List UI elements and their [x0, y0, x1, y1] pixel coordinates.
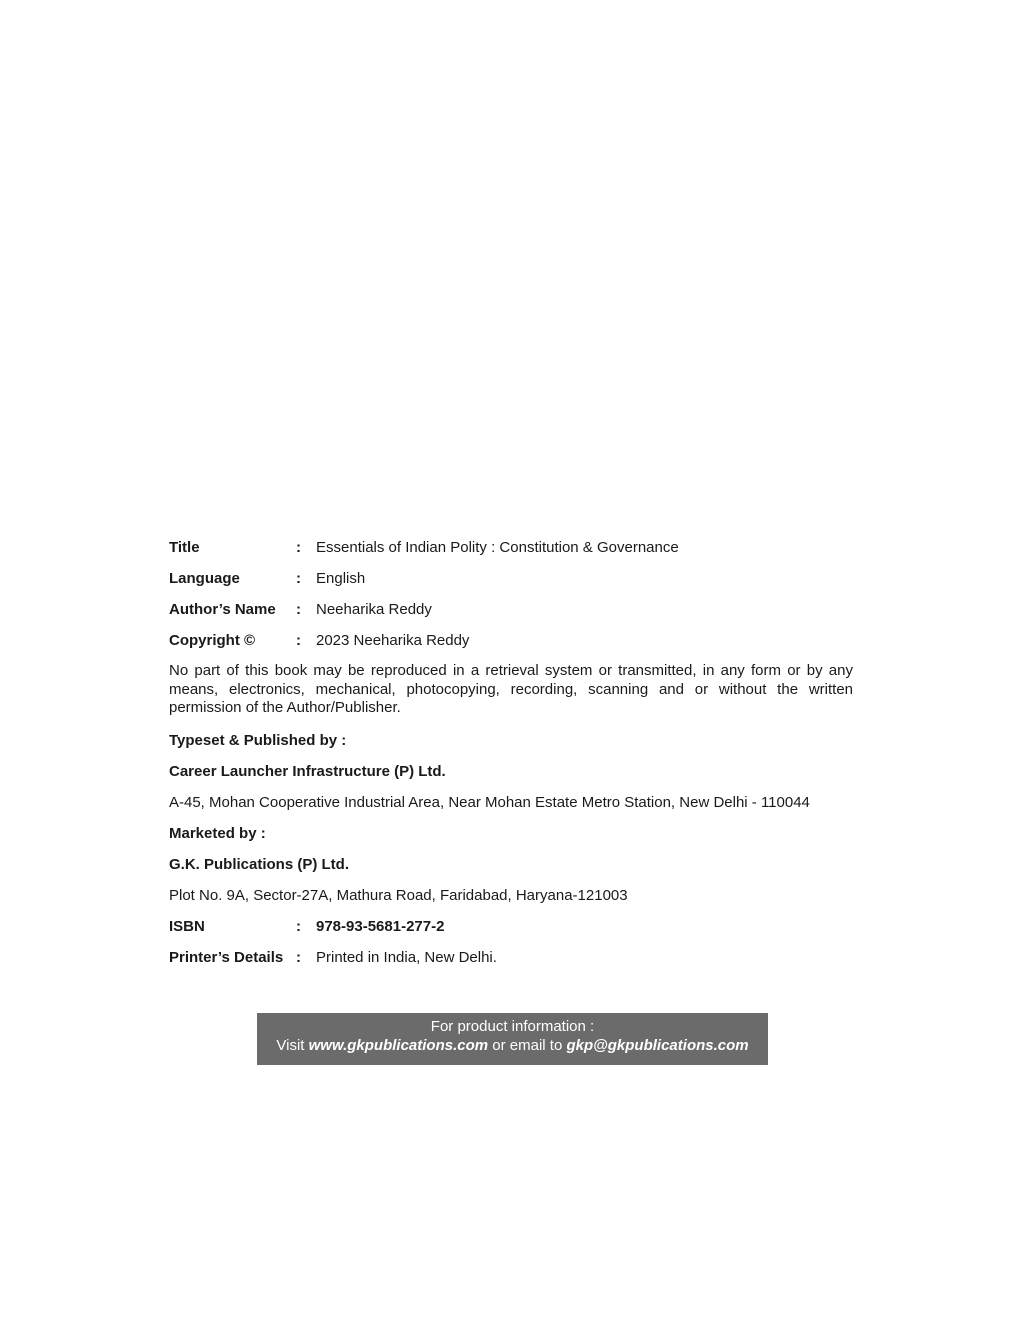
detail-label: Language: [169, 570, 240, 587]
rights-notice: No part of this book may be reproduced in a retrieval system or transmitted, in any form or by any means, electronics, mechanical, photocopying, recording, scanning and or without the written permission of the Author/Publisher.: [169, 662, 853, 716]
marketer-name: G.K. Publications (P) Ltd.: [169, 855, 349, 873]
detail-row-printer: [169, 948, 853, 967]
publisher-heading: Typeset & Published by :: [169, 731, 347, 749]
detail-row-author: [169, 600, 853, 619]
detail-label: Printer’s Details: [169, 948, 284, 966]
detail-value: 2023 Neeharika Reddy: [316, 632, 470, 649]
detail-label: Author’s Name: [169, 601, 276, 618]
detail-row-copyright: [169, 631, 853, 650]
visit-label: Visit: [276, 1037, 305, 1054]
detail-value: Essentials of Indian Polity : Constitution & Governance: [316, 539, 679, 556]
detail-label: Copyright ©: [169, 632, 256, 649]
detail-value: Printed in India, New Delhi.: [316, 948, 497, 966]
detail-row-language: [169, 569, 853, 588]
marketer-heading: Marketed by :: [169, 824, 266, 842]
detail-separator: :: [296, 632, 301, 649]
detail-separator: :: [296, 917, 301, 935]
detail-row-isbn: [169, 917, 853, 936]
detail-separator: :: [296, 601, 301, 618]
detail-separator: :: [296, 539, 301, 556]
detail-value: Neeharika Reddy: [316, 601, 432, 618]
imprint-details: [169, 538, 853, 979]
product-info-contact-line: [257, 1036, 768, 1055]
isbn-value: 978-93-5681-277-2: [316, 917, 445, 935]
email-label: or email to: [492, 1037, 563, 1054]
product-info-heading: For product information :: [430, 1018, 595, 1035]
marketer-address: Plot No. 9A, Sector-27A, Mathura Road, Faridabad, Haryana-121003: [169, 886, 628, 904]
detail-separator: :: [296, 948, 301, 966]
detail-label: ISBN: [169, 917, 205, 935]
detail-separator: :: [296, 570, 301, 587]
publisher-name: Career Launcher Infrastructure (P) Ltd.: [169, 762, 446, 780]
detail-row-title: [169, 538, 853, 557]
product-info-box: [257, 1013, 768, 1065]
detail-value: English: [316, 570, 366, 587]
website-link[interactable]: www.gkpublications.com: [308, 1037, 489, 1054]
email-link[interactable]: gkp@gkpublications.com: [566, 1037, 749, 1054]
detail-label: Title: [169, 539, 200, 556]
publisher-address: A-45, Mohan Cooperative Industrial Area, Near Mohan Estate Metro Station, New Delhi - 110044: [169, 793, 810, 811]
